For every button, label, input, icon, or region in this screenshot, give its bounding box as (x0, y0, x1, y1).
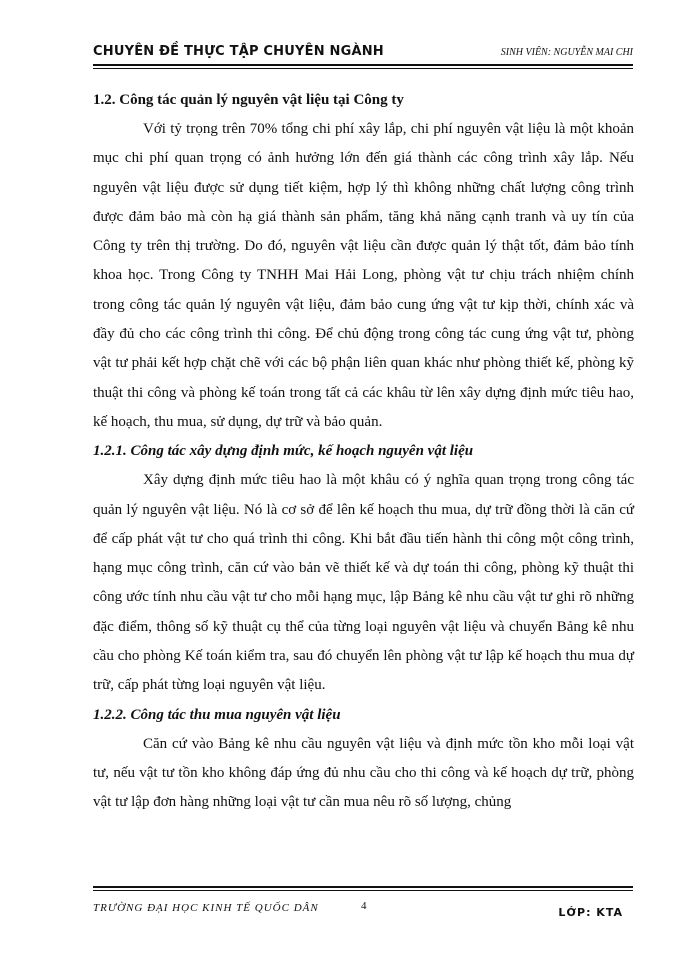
header-student-name: SINH VIÊN: NGUYỄN MAI CHI (500, 47, 633, 58)
footer-rule-thin (93, 890, 633, 891)
header-rule (93, 64, 633, 66)
document-body (93, 86, 634, 818)
paragraph-1: Với tỷ trọng trên 70% tổng chi phí xây lắp, chi phí nguyên vật liệu là một khoản mục chi phí quan trọng có ảnh hưởng lớn đến giá thành các công trình xây lắp. Nếu nguyên vật liệu được sử dụng tiết kiệm, hợp lý thì không những chất lượng công trình được đảm bảo mà còn hạ giá thành sản phẩm, tăng khả năng cạnh tranh và uy tín của Công ty trên thị trường. Do đó, nguyên vật liệu cần được quản lý thật tốt, đảm bảo tính khoa học. Trong Công ty TNHH Mai Hải Long, phòng vật tư chịu trách nhiệm chính trong công tác quản lý nguyên vật liệu, đảm bảo cung ứng vật tư kịp thời, chính xác và đầy đủ cho các công trình thi công. Để chủ động trong công tác cung ứng vật tư, phòng vật tư phải kết hợp chặt chẽ với các bộ phận liên quan khác như phòng thiết kế, phòng kỹ thuật thi công và phòng kế toán trong tất cả các khâu từ lên xây dựng định mức tiêu hao, kế hoạch, thu mua, sử dụng, dự trữ và bảo quản. (93, 121, 634, 430)
section-heading-1-2-2: 1.2.2. Công tác thu mua nguyên vật liệu (93, 706, 341, 723)
paragraph-2: Xây dựng định mức tiêu hao là một khâu có ý nghĩa quan trọng trong công tác quản lý nguyên vật liệu. Nó là cơ sở để lên kế hoạch thu mua, dự trữ đồng thời là căn cứ để cấp phát vật tư cho quá trình thi công. Khi bắt đầu tiến hành thi công một công trình, hạng mục công trình, căn cứ vào bản vẽ thiết kế và dự toán thi công, phòng kỹ thuật thi công ước tính nhu cầu vật tư cho mỗi hạng mục, lập Bảng kê nhu cầu vật tư ghi rõ những đặc điểm, thông số kỹ thuật cụ thể của từng loại nguyên vật liệu và chuyển Bảng kê nhu cầu cho phòng Kế toán kiểm tra, sau đó chuyển lên phòng vật tư lập kế hoạch thu mua dự trữ, cấp phát từng loại nguyên vật liệu. (93, 472, 634, 694)
section-heading-1-2: 1.2. Công tác quản lý nguyên vật liệu tại Công ty (93, 92, 404, 108)
header-rule-thin (93, 68, 633, 69)
paragraph-3: Căn cứ vào Bảng kê nhu cầu nguyên vật liệu và định mức tồn kho mỗi loại vật tư, nếu vật tư tồn kho không đáp ứng đủ nhu cầu cho thi công và kế hoạch dự trữ, phòng vật tư lập đơn hàng những loại vật tư cần mua nêu rõ số lượng, chủng (93, 735, 634, 811)
footer-class: LỚP: KTA (558, 906, 623, 919)
footer-university: TRƯỜNG ĐẠI HỌC KINH TẾ QUỐC DÂN (93, 902, 319, 914)
page-number: 4 (361, 900, 367, 912)
page-header (93, 44, 633, 64)
header-title: CHUYÊN ĐỀ THỰC TẬP CHUYÊN NGÀNH (93, 44, 384, 59)
section-heading-1-2-1: 1.2.1. Công tác xây dựng định mức, kế hoạch nguyên vật liệu (93, 443, 474, 460)
page-footer (93, 902, 633, 922)
footer-rule (93, 886, 633, 888)
